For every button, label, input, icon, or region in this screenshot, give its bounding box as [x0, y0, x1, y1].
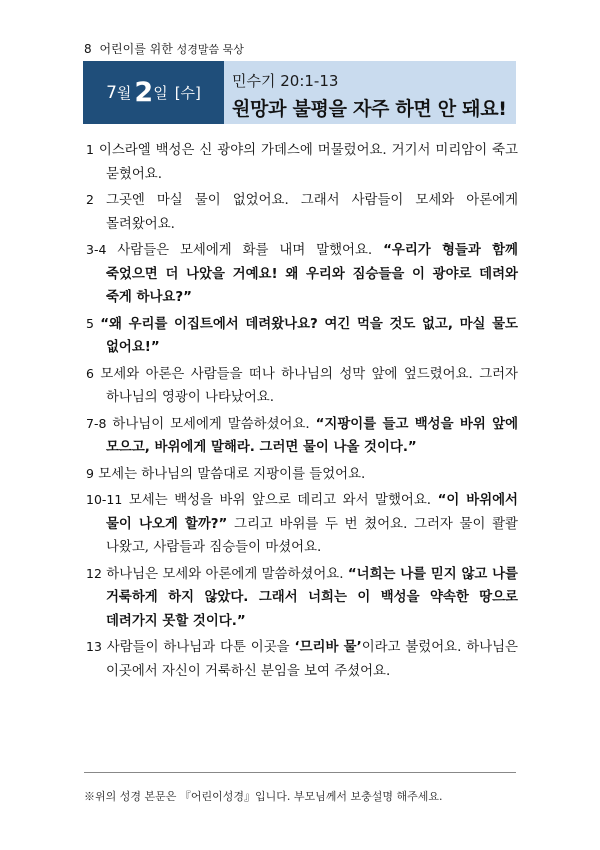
verse: [86, 362, 518, 410]
verse-text: 모세는 백성을 바위 앞으로 데리고 와서 말했어요.: [128, 493, 438, 508]
devotion-banner: [83, 61, 516, 124]
verse-number: 12: [86, 565, 102, 581]
verse: [86, 562, 518, 634]
verse-text: 그곳엔 마실 물이 없었어요. 그래서 사람들이 모세와 아론에게 몰려왔어요.: [106, 193, 518, 232]
verse: [86, 238, 518, 310]
verse-quote: ‘므리바 물’: [294, 640, 362, 655]
month: 7: [106, 82, 117, 103]
verse-number: 9: [86, 465, 94, 481]
verse-text: 사람들은 모세에게 화를 내며 말했어요.: [117, 243, 384, 258]
page-number: 8: [84, 42, 92, 56]
verse-number: 7-8: [86, 415, 107, 431]
verse-text: 이라고 불렀어요. 하나님은 이곳에서 자신이 거룩하신 분임을 보여 주셨어요.: [106, 640, 518, 679]
verse: [86, 188, 518, 236]
verse-text: 이스라엘 백성은 신 광야의 가데스에 머물렀어요. 거기서 미리암이 죽고 묻혔어요.: [98, 143, 518, 182]
verse-quote: “우리가 형들과 함께 죽었으면 더 나았을 거예요! 왜 우리와 짐승들을 이 광야로 데려와 죽게 하나요?”: [106, 243, 518, 305]
verse-number: 1: [86, 142, 94, 157]
date-box: [83, 61, 224, 124]
verse: [86, 312, 518, 360]
verse-number: 3-4: [86, 242, 107, 257]
book-title-main: 어린이를 위한: [99, 42, 173, 56]
day: 2: [134, 77, 154, 108]
verse-quote: “지팡이를 들고 백성을 바위 앞에 모으고, 바위에게 말해라. 그러면 물이 나올 것이다.”: [106, 416, 519, 455]
verse: [86, 635, 518, 683]
verse-number: 6: [86, 365, 94, 381]
verse: [86, 488, 518, 560]
verse-text: 사람들이 하나님과 다툰 이곳을: [106, 640, 295, 655]
running-header: [84, 40, 244, 57]
verse: [86, 462, 518, 487]
verse-text: 모세는 하나님의 말씀대로 지팡이를 들었어요.: [98, 466, 366, 482]
verse-quote: “너희는 나를 믿지 않고 나를 거룩하게 하지 않았다. 그래서 너희는 이 백성을 약속한 땅으로 데려가지 못할 것이다.”: [106, 566, 518, 629]
verse: [86, 412, 518, 460]
verse-number: 13: [86, 639, 102, 654]
verse-quote: “이 바위에서 물이 나오게 할까?”: [106, 493, 518, 532]
verse-text: 모세와 아론은 사람들을 떠나 하나님의 성막 앞에 엎드렸어요. 그러자 하나님의 영광이 나타났어요.: [100, 366, 518, 405]
devotion-title: 원망과 불평을 자주 하면 안 돼요!: [232, 98, 507, 120]
verse: [86, 138, 518, 186]
book-title-sub: 성경말씀 묵상: [176, 43, 244, 56]
verse-text: 하나님이 모세에게 말씀하셨어요.: [112, 416, 316, 432]
weekday: [수]: [174, 84, 201, 102]
verse-number: 10-11: [86, 492, 123, 507]
footer-divider: [84, 772, 516, 773]
scripture-passage: [86, 138, 518, 685]
title-box: [224, 61, 516, 124]
verse-text: 하나님은 모세와 아론에게 말씀하셨어요.: [106, 566, 348, 582]
verse-number: 5: [86, 315, 94, 331]
verse-text: 그리고 바위를 두 번 쳤어요. 그러자 물이 콸콸 나왔고, 사람들과 짐승들이 마셨어요.: [106, 516, 518, 555]
month-unit: 월: [116, 84, 132, 102]
day-unit: 일: [153, 84, 168, 102]
scripture-reference: 민수기 20:1-13: [232, 72, 339, 90]
footnote: ※위의 성경 본문은 『어린이성경』입니다. 부모님께서 보충설명 해주세요.: [84, 790, 443, 803]
verse-quote: “왜 우리를 이집트에서 데려왔나요? 여긴 먹을 것도 없고, 마실 물도 없어요!”: [100, 316, 518, 355]
verse-number: 2: [86, 192, 94, 207]
